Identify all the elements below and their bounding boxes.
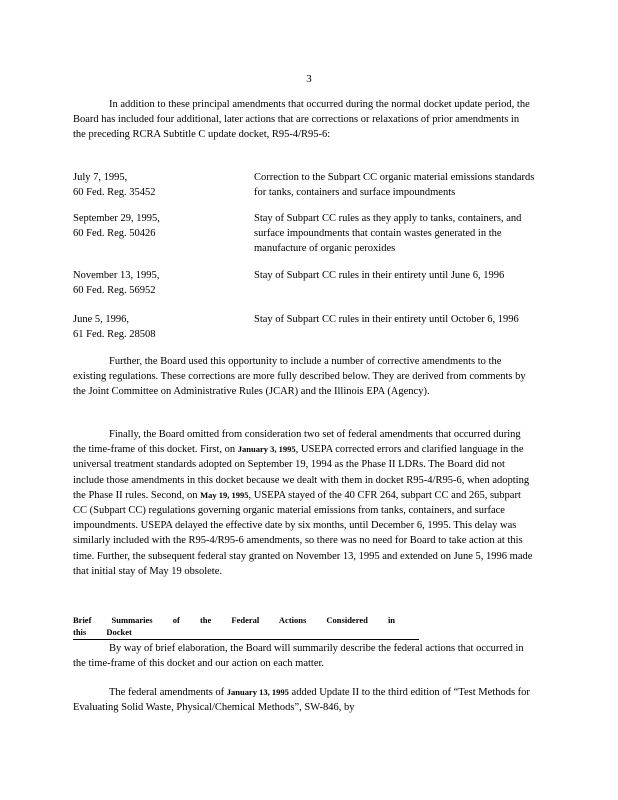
finally-text-1: Finally, the Board omitted from consideration two set of federal amendments that occurred during the time-frame of this docket. First, on bbox=[73, 429, 521, 456]
section-heading: Brief Summaries of the Federal Actions Considered in this Docket bbox=[73, 614, 419, 640]
action-4-citation bbox=[73, 312, 248, 342]
page-number: 3 bbox=[306, 73, 312, 85]
action-3-date: November 13, 1995, bbox=[73, 270, 160, 281]
intro-paragraph bbox=[73, 97, 533, 143]
elaboration-text: By way of brief elaboration, the Board will summarily describe the federal actions that occurred in the time-frame of this docket and our action on each matter. bbox=[73, 643, 524, 670]
further-paragraph bbox=[73, 354, 533, 400]
action-1-cite: 60 Fed. Reg. 35452 bbox=[73, 187, 156, 198]
action-1-citation bbox=[73, 170, 248, 200]
action-1-description: Correction to the Subpart CC organic material emissions standards for tanks, containers and surface impoundments bbox=[254, 172, 535, 198]
action-3-cite: 60 Fed. Reg. 56952 bbox=[73, 285, 156, 296]
finally-text-2: , USEPA corrected errors and clarified language in the universal treatment standards adopted on September 19, 1994 as the Phase II LDRs. The Board did not include those amendments in this docket because we dealt with them in docket R95-4/R95-6, when adopting the Phase II rules. Second, on bbox=[73, 444, 530, 501]
action-4-description: Stay of Subpart CC rules in their entirety until October 6, 1996 bbox=[254, 314, 519, 325]
elaboration-paragraph bbox=[73, 641, 533, 671]
action-2-description: Stay of Subpart CC rules as they apply to tanks, containers, and surface impoundments that contain wastes generated in the manufacture of organic peroxides bbox=[254, 213, 522, 254]
finally-paragraph bbox=[73, 427, 533, 579]
action-4-cite: 61 Fed. Reg. 28508 bbox=[73, 329, 156, 340]
finally-date-1: January 3, 1995 bbox=[237, 444, 296, 455]
action-1-date: July 7, 1995, bbox=[73, 172, 128, 183]
finally-text-3: , USEPA stayed of the 40 CFR 264, subpart CC and 265, subpart CC (Subpart CC) regulations governing organic material emissions from tanks, containers, and surface impoundments. USEPA delayed the effective date by six months, until December 6, 1995. This delay was similarly included with the R95-4/R95-6 amendments, so there was no need for Board to take action at this time. Further, the subsequent federal stay granted on November 13, 1995 and extended on June 5, 1996 made that initial stay of May 19 obsolete. bbox=[73, 489, 533, 577]
last-date: January 13, 1995 bbox=[226, 687, 289, 697]
action-3-citation bbox=[73, 268, 248, 298]
action-4-date: June 5, 1996, bbox=[73, 314, 129, 325]
last-text-1: The federal amendments of bbox=[109, 687, 225, 698]
finally-date-2: May 19, 1995 bbox=[200, 489, 249, 500]
intro-text: In addition to these principal amendments that occurred during the normal docket update period, the Board has included four additional, later actions that are corrections or relaxations of prior amendments in the preceding RCRA Subtitle C update docket, R95-4/R95-6: bbox=[73, 99, 530, 141]
action-2-date: September 29, 1995, bbox=[73, 213, 160, 224]
action-2-citation bbox=[73, 211, 248, 241]
last-text-2: added Update II to the third edition of “Test Methods for Evaluating Solid Waste, Physical/Chemical Methods”, SW-846, by bbox=[73, 687, 530, 714]
last-paragraph bbox=[73, 685, 533, 715]
further-text: Further, the Board used this opportunity to include a number of corrective amendments to the existing regulations. These corrections are more fully described below. They are derived from comments by the Joint Committee on Administrative Rules (JCAR) and the Illinois EPA (Agency). bbox=[73, 356, 526, 398]
action-2-cite: 60 Fed. Reg. 50426 bbox=[73, 228, 156, 239]
action-3-description: Stay of Subpart CC rules in their entirety until June 6, 1996 bbox=[254, 270, 505, 281]
